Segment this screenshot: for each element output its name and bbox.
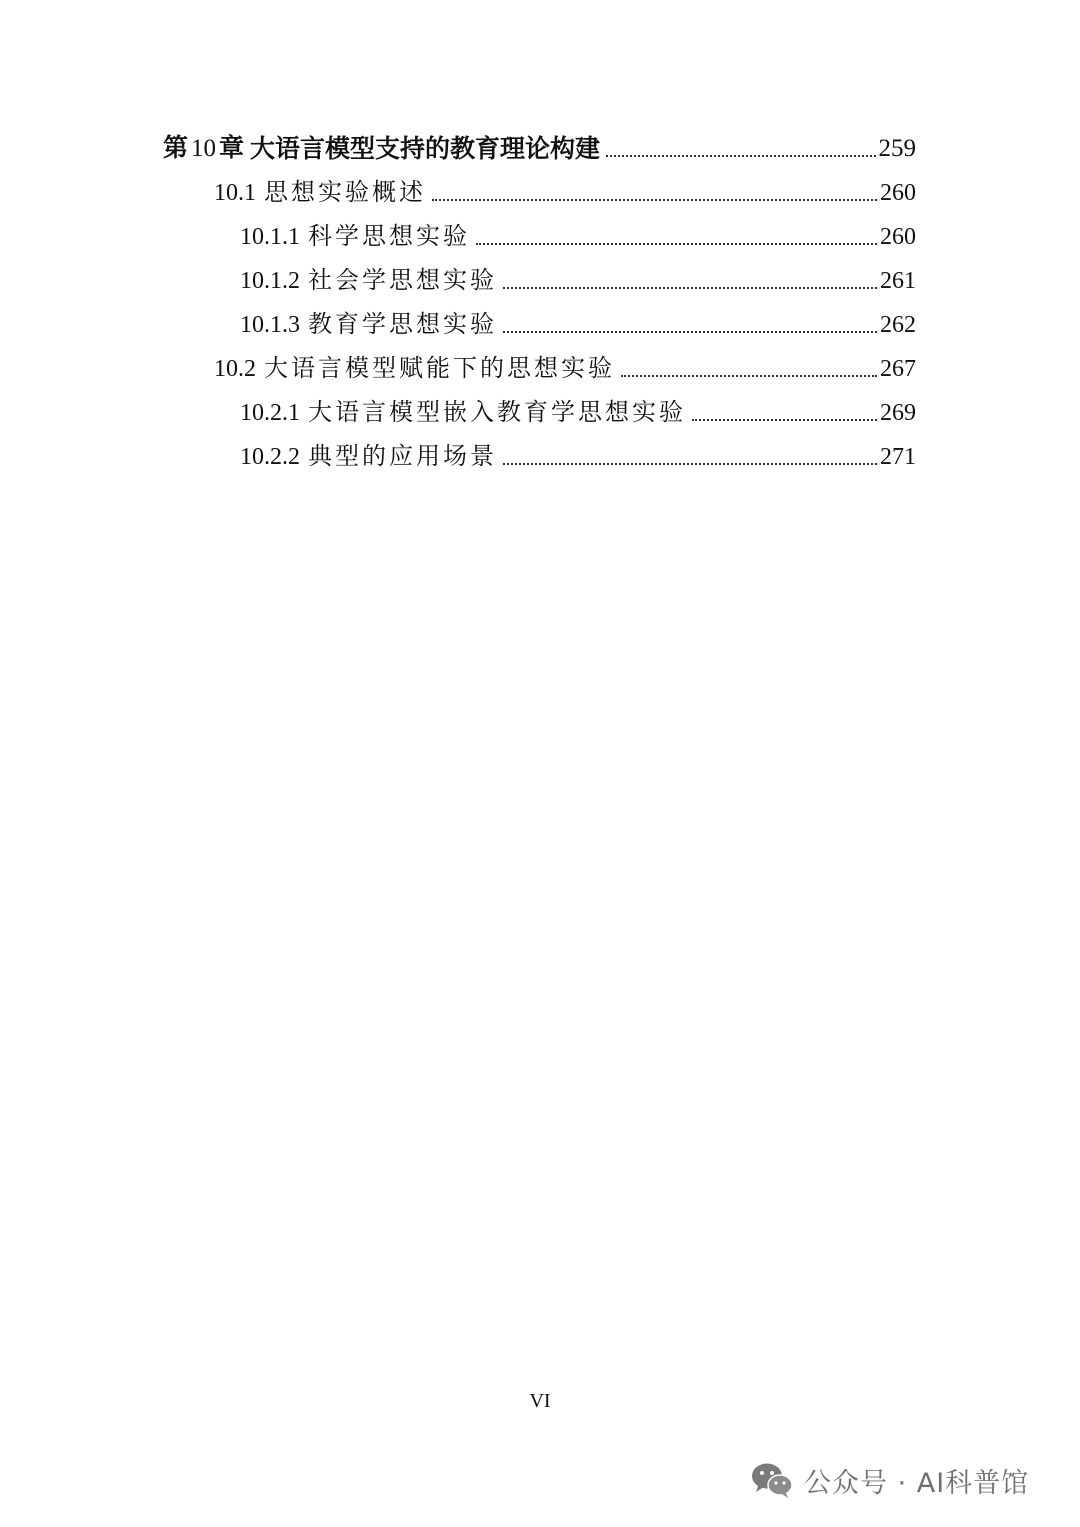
toc-entry-subsection-10-1-1[interactable] [240, 216, 916, 252]
toc-entry-page: 267 [880, 356, 916, 382]
toc-entry-subsection-10-2-2[interactable] [240, 436, 916, 472]
toc-entry-number: 10.2 [214, 356, 256, 382]
dot-leader [692, 419, 877, 421]
toc-entry-page: 261 [880, 268, 916, 294]
toc-chapter-label: 第 10 章 [163, 133, 245, 162]
toc-entry-number: 10.1.3 [240, 312, 300, 338]
toc-entry-page: 271 [880, 444, 916, 470]
toc-entry-page: 269 [880, 400, 916, 426]
dot-leader [621, 375, 877, 377]
dot-leader [503, 287, 877, 289]
toc-entry-title: 大语言模型赋能下的思想实验 [264, 356, 615, 382]
toc-entry-title: 典型的应用场景 [308, 444, 497, 470]
watermark [750, 1455, 1060, 1505]
toc-entry-title: 思想实验概述 [264, 180, 426, 206]
dot-leader [476, 243, 877, 245]
toc-entry-subsection-10-1-3[interactable] [240, 304, 916, 340]
toc-entry-subsection-10-2-1[interactable] [240, 392, 916, 428]
toc-entry-page: 260 [880, 224, 916, 250]
toc-entry-title: 科学思想实验 [308, 224, 470, 250]
toc-entry-number: 10.1.1 [240, 224, 300, 250]
dot-leader [503, 463, 877, 465]
toc-entry-title: 大语言模型嵌入教育学思想实验 [308, 400, 686, 426]
dot-leader [432, 199, 877, 201]
toc-entry-number: 10.2.1 [240, 400, 300, 426]
dot-leader [606, 155, 875, 157]
page-number: VI [529, 1390, 551, 1412]
watermark-text: 公众号 · AI科普馆 [804, 1467, 1030, 1499]
toc-entry-subsection-10-1-2[interactable] [240, 260, 916, 296]
toc-entry-page: 260 [880, 180, 916, 206]
dot-leader [503, 331, 877, 333]
toc-entry-page: 259 [878, 135, 916, 162]
toc-entry-chapter-10[interactable] [163, 128, 916, 164]
toc-entry-number: 10.1.2 [240, 268, 300, 294]
table-of-contents [0, 0, 1080, 500]
toc-entry-section-10-2[interactable] [214, 348, 916, 384]
toc-entry-section-10-1[interactable] [214, 172, 916, 208]
toc-entry-number: 10.1 [214, 180, 256, 206]
toc-entry-title: 大语言模型支持的教育理论构建 [250, 134, 601, 163]
wechat-icon [750, 1460, 794, 1500]
toc-entry-title: 社会学思想实验 [308, 268, 497, 294]
toc-entry-title: 教育学思想实验 [308, 312, 497, 338]
toc-entry-number: 10.2.2 [240, 444, 300, 470]
toc-entry-page: 262 [880, 312, 916, 338]
